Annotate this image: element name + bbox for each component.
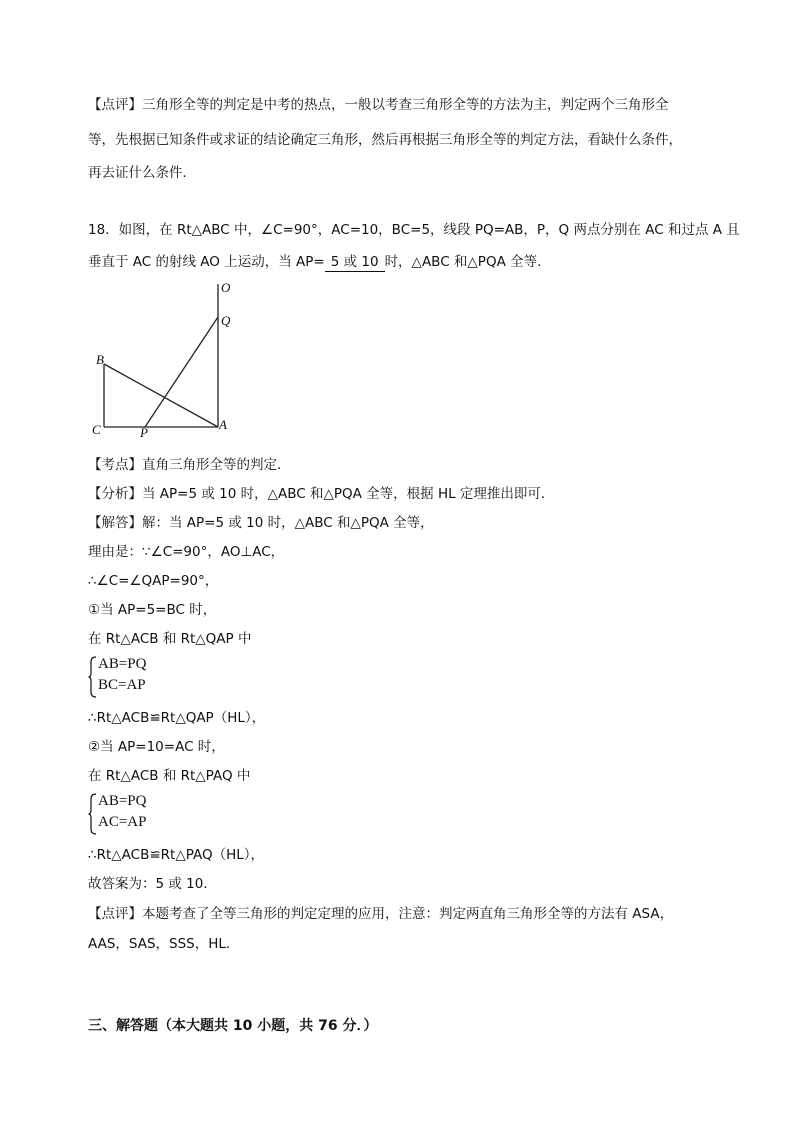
fenxi-line: 【分析】当 AP=5 或 10 时，△ABC 和△PQA 全等，根据 HL 定理推出即可． — [88, 486, 555, 502]
equation-system-1 — [88, 656, 208, 698]
review-line-1: 【点评】三角形全等的判定是中考的热点，一般以考查三角形全等的方法为主，判定两个三角形全 — [88, 97, 669, 113]
segment-pq — [145, 317, 218, 427]
section-3-heading: 三、解答题（本大题共 10 小题，共 76 分．） — [88, 1018, 378, 1034]
review-line-3: 再去证什么条件． — [88, 165, 196, 181]
label-q: Q — [221, 313, 231, 328]
case1-line: ①当 AP=5=BC 时， — [88, 602, 217, 618]
brace-icon — [88, 656, 98, 698]
label-c: C — [92, 422, 101, 437]
label-b: B — [96, 352, 104, 367]
label-o: O — [221, 280, 231, 295]
system-2-eq-2: AC=AP — [98, 814, 147, 830]
label-p: P — [140, 425, 148, 440]
kaodian-line: 【考点】直角三角形全等的判定． — [88, 457, 291, 473]
question-18-line-2 — [88, 252, 551, 272]
case2-conclusion: ∴Rt△ACB≌Rt△PAQ（HL）， — [88, 847, 265, 863]
equation-system-2 — [88, 793, 208, 835]
question-18-text-pre: 垂直于 AC 的射线 AO 上运动，当 AP= — [88, 254, 325, 270]
jieda-line: 【解答】解：当 AP=5 或 10 时，△ABC 和△PQA 全等， — [88, 515, 434, 531]
reason-line: 理由是：∵∠C=90°，AO⊥AC， — [88, 544, 285, 560]
label-a: A — [219, 417, 227, 432]
angles-line: ∴∠C=∠QAP=90°， — [88, 573, 219, 589]
segment-ab — [104, 364, 218, 427]
final-answer-line: 故答案为：5 或 10． — [88, 876, 217, 892]
question-18-line-1: 18．如图，在 Rt△ABC 中，∠C=90°，AC=10，BC=5，线段 PQ=AB，P，Q 两点分别在 AC 和过点 A 且 — [88, 222, 740, 238]
brace-icon — [88, 793, 98, 835]
case1-in-line: 在 Rt△ACB 和 Rt△QAP 中 — [88, 631, 252, 647]
answer-blank: 5 或 10 — [325, 254, 385, 272]
system-1-eq-2: BC=AP — [98, 677, 146, 693]
system-2-eq-1: AB=PQ — [98, 793, 147, 809]
geometry-figure — [88, 280, 248, 442]
question-18-text-post: 时，△ABC 和△PQA 全等． — [384, 254, 551, 270]
case2-line: ②当 AP=10=AC 时， — [88, 739, 225, 755]
review2-line-1: 【点评】本题考查了全等三角形的判定定理的应用，注意：判定两直角三角形全等的方法有 ASA， — [88, 906, 674, 922]
case1-conclusion: ∴Rt△ACB≌Rt△QAP（HL）， — [88, 710, 266, 726]
review2-line-2: AAS，SAS，SSS，HL． — [88, 936, 240, 952]
review-line-2: 等，先根据已知条件或求证的结论确定三角形，然后再根据三角形全等的判定方法，看缺什么条件， — [88, 132, 682, 148]
system-1-eq-1: AB=PQ — [98, 656, 147, 672]
case2-in-line: 在 Rt△ACB 和 Rt△PAQ 中 — [88, 768, 251, 784]
